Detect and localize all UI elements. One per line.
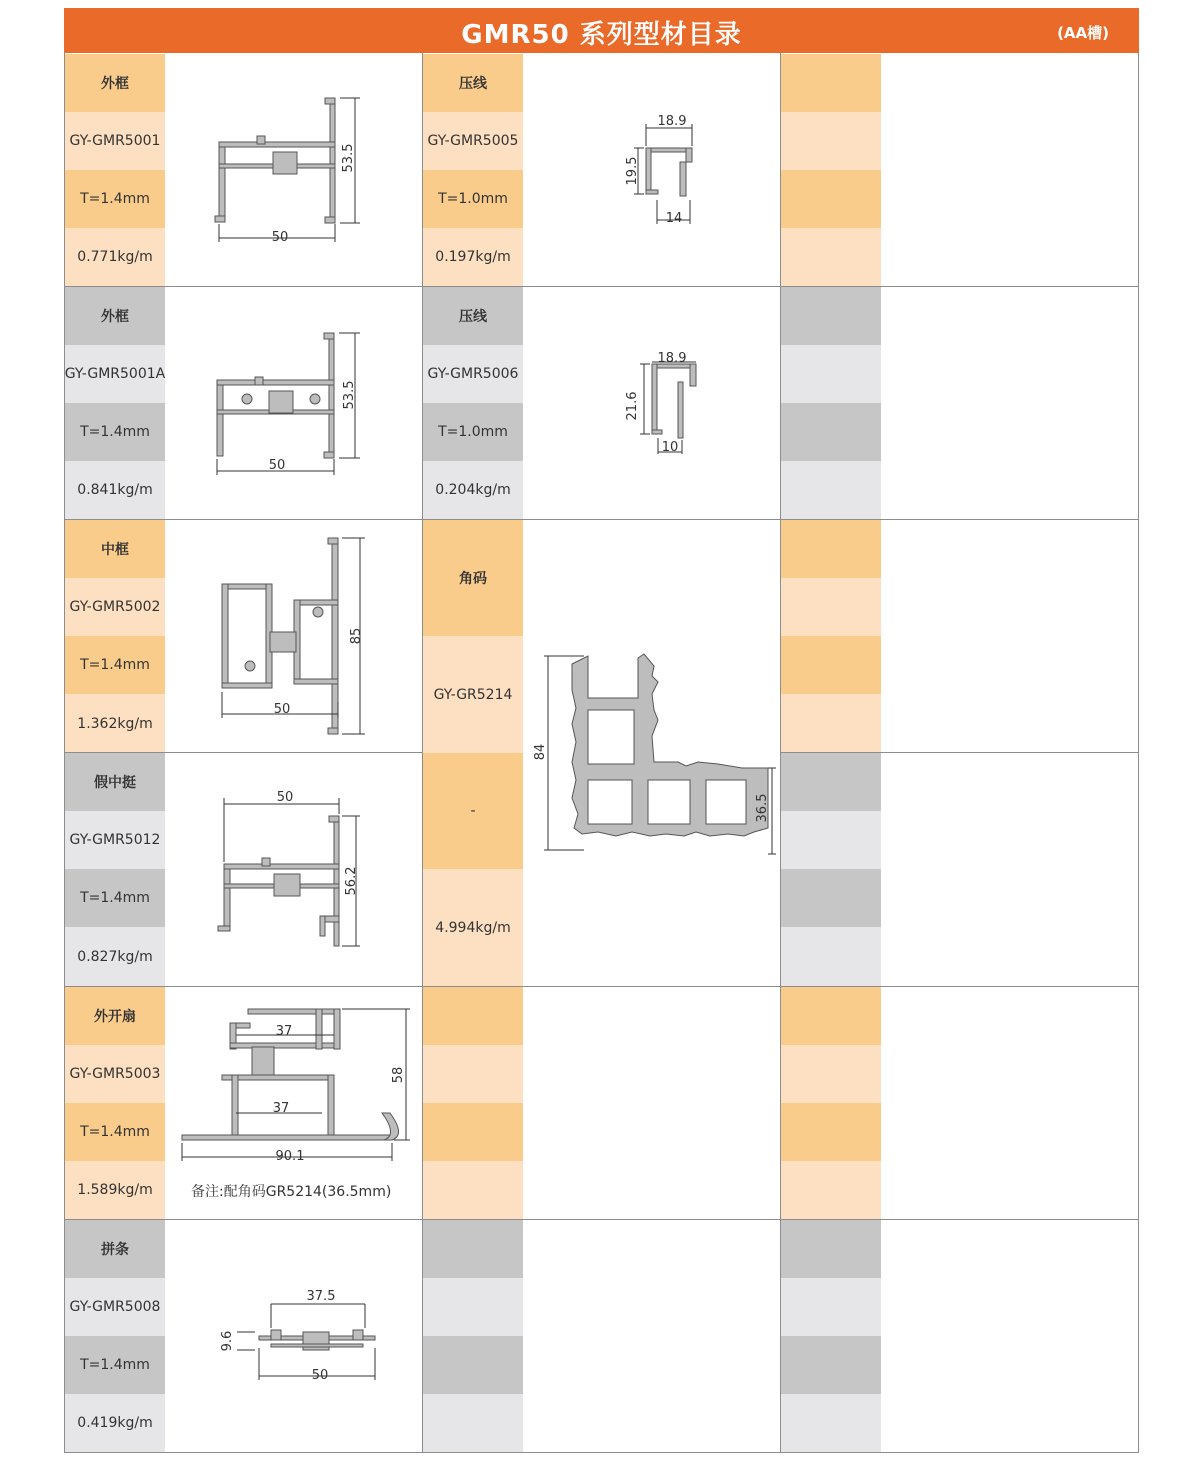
col3-empty-cell: [781, 1278, 881, 1336]
dim-5003-w-mid: 37: [272, 1101, 290, 1116]
col1-thickness-3: T=1.4mm: [65, 636, 165, 694]
col3-empty-cell: [781, 1045, 881, 1103]
profile-drawing-5002: [210, 532, 390, 742]
col3-empty-cell: [781, 1336, 881, 1394]
dim-5003-w-top: 37: [275, 1024, 293, 1039]
grid-line: [64, 53, 65, 1453]
col2-empty-cell: [423, 1394, 523, 1452]
col1-weight-1: 0.771kg/m: [65, 228, 165, 286]
col1-name-6: 拼条: [65, 1220, 165, 1278]
profile-drawing-5005: [620, 110, 710, 230]
col3-empty-cell: [781, 694, 881, 753]
dim-5001-h: 53.5: [341, 143, 356, 173]
col2-weight-1: 0.197kg/m: [423, 228, 523, 286]
dim-5006-w-top: 18.9: [657, 351, 687, 366]
col2-empty-cell: [423, 1045, 523, 1103]
col1-weight-3: 1.362kg/m: [65, 694, 165, 753]
dim-5006-w-bottom: 10: [661, 440, 679, 455]
profile-drawing-5008: [215, 1286, 385, 1386]
col3-empty-cell: [781, 987, 881, 1045]
dim-5002-w: 50: [273, 702, 291, 717]
col2-weight-2: 0.204kg/m: [423, 461, 523, 519]
col1-code-2: GY-GMR5001A: [65, 345, 165, 403]
col2-name-2: 压线: [423, 287, 523, 345]
grid-line: [780, 53, 781, 1453]
col3-empty-cell: [781, 636, 881, 694]
col3-empty-cell: [781, 403, 881, 461]
dim-5006-h: 21.6: [625, 391, 640, 421]
col2-name-3: 角码: [423, 520, 523, 636]
profile-drawing-gr5214: [528, 650, 778, 860]
col1-code-4: GY-GMR5012: [65, 811, 165, 869]
col1-name-2: 外框: [65, 287, 165, 345]
col2-thickness-3: -: [423, 753, 523, 869]
dim-5001a-w: 50: [268, 458, 286, 473]
col1-weight-5: 1.589kg/m: [65, 1161, 165, 1219]
col2-code-1: GY-GMR5005: [423, 112, 523, 170]
col3-empty-cell: [781, 520, 881, 578]
grid-line: [64, 986, 1139, 987]
col1-code-3: GY-GMR5002: [65, 578, 165, 636]
dim-5002-h: 85: [349, 627, 364, 645]
profile-drawing-5006: [620, 348, 710, 458]
col3-empty-cell: [781, 345, 881, 403]
profile-note: 备注:配角码GR5214(36.5mm): [191, 1184, 392, 1200]
grid-line: [1138, 53, 1139, 1453]
dim-5003-w-total: 90.1: [275, 1149, 305, 1164]
col2-code-2: GY-GMR5006: [423, 345, 523, 403]
dim-5008-w-top: 37.5: [306, 1289, 336, 1304]
col1-thickness-4: T=1.4mm: [65, 869, 165, 927]
col1-name-5: 外开扇: [65, 987, 165, 1045]
col3-empty-cell: [781, 811, 881, 869]
col2-empty-cell: [423, 987, 523, 1045]
dim-5003-h: 58: [391, 1066, 406, 1084]
grid-line: [64, 1219, 1139, 1220]
col3-empty-cell: [781, 1161, 881, 1219]
col3-empty-cell: [781, 1103, 881, 1161]
col2-empty-cell: [423, 1336, 523, 1394]
dim-5005-w-bottom: 14: [665, 211, 683, 226]
grid-line: [64, 519, 1139, 520]
col2-code-3: GY-GR5214: [423, 636, 523, 753]
dim-5012-h: 56.2: [344, 866, 359, 896]
col3-empty-cell: [781, 578, 881, 636]
grid-line: [780, 752, 1139, 753]
col2-thickness-1: T=1.0mm: [423, 170, 523, 228]
dim-gr5214-h: 84: [533, 743, 548, 761]
col2-name-1: 压线: [423, 54, 523, 112]
catalog-header: [64, 8, 1139, 53]
col3-empty-cell: [781, 461, 881, 519]
dim-5001a-h: 53.5: [342, 380, 357, 410]
col1-thickness-5: T=1.4mm: [65, 1103, 165, 1161]
col3-empty-cell: [781, 753, 881, 811]
grid-line: [64, 752, 422, 753]
col2-empty-cell: [423, 1161, 523, 1219]
dim-gr5214-h2: 36.5: [755, 793, 770, 823]
col3-empty-cell: [781, 287, 881, 345]
col1-name-4: 假中挺: [65, 753, 165, 811]
dim-5005-h: 19.5: [625, 156, 640, 186]
col3-empty-cell: [781, 228, 881, 286]
profile-drawing-5001: [205, 92, 385, 252]
col2-weight-3: 4.994kg/m: [423, 869, 523, 986]
col1-name-3: 中框: [65, 520, 165, 578]
col2-empty-cell: [423, 1103, 523, 1161]
profile-drawing-5003: [178, 1003, 418, 1165]
col3-empty-cell: [781, 54, 881, 112]
dim-5008-w-bottom: 50: [311, 1368, 329, 1383]
catalog-subtitle: (AA槽): [1057, 24, 1109, 42]
col2-thickness-2: T=1.0mm: [423, 403, 523, 461]
dim-5001-w: 50: [271, 230, 289, 245]
col2-empty-cell: [423, 1220, 523, 1278]
col2-empty-cell: [423, 1278, 523, 1336]
col1-thickness-6: T=1.4mm: [65, 1336, 165, 1394]
dim-5005-w-top: 18.9: [657, 114, 687, 129]
profile-drawing-5012: [210, 786, 390, 956]
col1-weight-6: 0.419kg/m: [65, 1394, 165, 1452]
col3-empty-cell: [781, 1220, 881, 1278]
dim-5008-h: 9.6: [220, 1330, 235, 1352]
col1-thickness-2: T=1.4mm: [65, 403, 165, 461]
col1-thickness-1: T=1.4mm: [65, 170, 165, 228]
col1-code-5: GY-GMR5003: [65, 1045, 165, 1103]
col1-weight-2: 0.841kg/m: [65, 461, 165, 519]
col3-empty-cell: [781, 112, 881, 170]
dim-5012-w: 50: [276, 790, 294, 805]
catalog-title: GMR50 系列型材目录: [461, 20, 742, 50]
col3-empty-cell: [781, 869, 881, 927]
col3-empty-cell: [781, 1394, 881, 1452]
grid-line: [422, 53, 423, 1453]
grid-line: [64, 286, 1139, 287]
col1-code-6: GY-GMR5008: [65, 1278, 165, 1336]
profile-drawing-5001a: [205, 325, 385, 485]
col3-empty-cell: [781, 927, 881, 986]
col1-weight-4: 0.827kg/m: [65, 927, 165, 986]
grid-line: [64, 1452, 1139, 1453]
col3-empty-cell: [781, 170, 881, 228]
col1-code-1: GY-GMR5001: [65, 112, 165, 170]
col1-name-1: 外框: [65, 54, 165, 112]
